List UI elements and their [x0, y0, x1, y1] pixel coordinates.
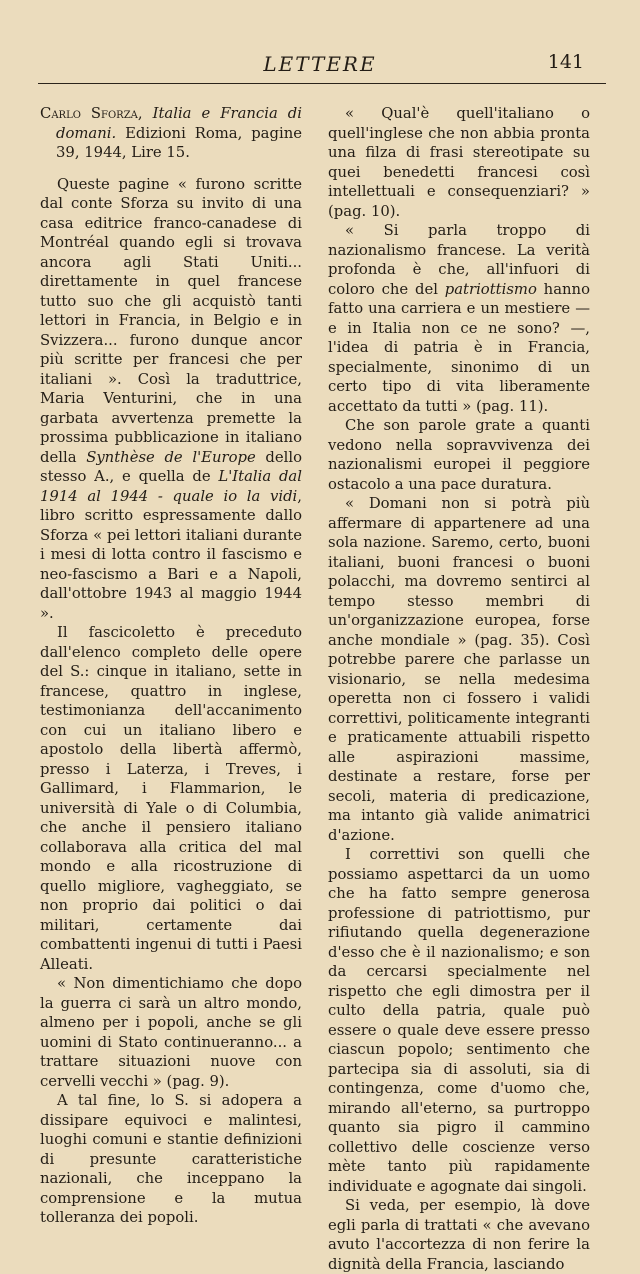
- left-p1-text-a: Queste pagine « furono scritte dal conte Sforza su invito di una casa editrice franco-canadese di Montréal quando egli si trovava ancora agli Stati Uniti... direttamente in quel francese tutto suo che gli acquistò tanti lettori in Francia, in Belgio e in Svizzera... furono dunque ancor più scritte per francesi che per italiani ». Così la traduttrice, Maria Venturini, che in una garbata avvertenza premette la prossima pubblicazione in italiano della: [40, 175, 302, 466]
- review-heading: Carlo Sforza, Italia e Francia di domani. Edizioni Roma, pagine 39, 1944, Lire 15.: [40, 105, 302, 161]
- right-p2-text-a: « Si parla troppo di nazionalismo francese. La verità profonda è che, all'infuori di coloro che del: [328, 222, 590, 298]
- right-paragraph-3: Che son parole grate a quanti vedono nella sopravvivenza dei nazionalismi europei il peggiore ostacolo a una pace duratura.: [328, 417, 590, 493]
- left-paragraph-3: « Non dimentichiamo che dopo la guerra ci sarà un altro mondo, almeno per i popoli, anche se gli uomini di Stato continueranno... a trattare situazioni nuove con cervelli vecchi » (pag. 9).: [40, 975, 302, 1090]
- left-p1-text-c: , libro scritto espressamente dallo Sforza « pei lettori italiani durante i mesi di lotta contro il fascismo e neo-fascismo a Bari e a Napoli, dall'ottobre 1943 al maggio 1944 ».: [40, 487, 302, 622]
- left-paragraph-2: Il fascicoletto è preceduto dall'elenco completo delle opere del S.: cinque in italiano, sette in francese, quattro in inglese, testimonianza dell'accanimento con cui un italiano libero e apostolo della libertà affermò, presso i Laterza, i Treves, i Gallimard, i Flammarion, le università di Yale o di Columbia, che anche il pensiero italiano collaborava alla critica del mal mondo e alla ricostruzione di quello migliore, vagheggiato, se non proprio dai politici o dai militari, certamente dai combattenti ingenui di tutti i Paesi Alleati.: [40, 624, 302, 973]
- left-p1-italic-synthese: Synthèse de l'Europe: [86, 448, 256, 466]
- left-p1-text-b: dello stesso A., e quella de: [40, 448, 302, 485]
- right-paragraph-4: « Domani non si potrà più affermare di appartenere ad una sola nazione. Saremo, certo, buoni italiani, buoni francesi o buoni polacchi, ma dovremo sentirci al tempo stesso membri di un'organizzazione europea, forse anche mondiale » (pag. 35). Così potrebbe parere che parlasse un visionario, se nella medesima operetta non ci fossero i validi correttivi, politicamente integranti e praticamente attuabili rispetto alle aspirazioni massime, destinate a restare, forse per secoli, materia di predicazione, ma intanto già valide animatrici d'azione.: [328, 495, 590, 844]
- left-paragraph-4: A tal fine, lo S. si adopera a dissipare equivoci e malintesi, luoghi comuni e stantie definizioni di presunte caratteristiche nazionali, che inceppano la comprensione e la mutua tolleranza dei popoli.: [40, 1092, 302, 1226]
- right-paragraph-6: Si veda, per esempio, là dove egli parla di trattati « che avevano avuto l'accortezza di non ferire la dignità della Francia, lasciando: [328, 1197, 590, 1273]
- review-book-title: Italia e Francia di domani.: [56, 105, 302, 142]
- right-paragraph-5: I correttivi son quelli che possiamo aspettarci da un uomo che ha fatto sempre generosa professione di patriottismo, pur rifiutando quella degenerazione d'esso che è il nazionalismo; e son da cercarsi specialmente nel rispetto che egli dimostra per il culto della patria, quale può essere o quale deve essere presso ciascun popolo; sentimento che partecipa sia di assoluti, sia di contingenza, come d'uomo che, mirando all'eterno, sa purtroppo quanto sia pigro il cammino collettivo delle coscienze verso mète tanto più rapidamente individuate e agognate dai singoli.: [328, 846, 590, 1195]
- review-author: Carlo Sforza: [40, 105, 138, 122]
- right-paragraph-2: [328, 221, 590, 416]
- running-header-title: LETTERE: [263, 52, 377, 76]
- right-p2-italic-patriottismo: patriottismo: [444, 280, 537, 298]
- right-column: [328, 104, 590, 1274]
- header-rule: [38, 83, 606, 84]
- review-publication: Edizioni Roma, pagine 39, 1944, Lire 15.: [56, 124, 302, 161]
- page-number: 141: [547, 51, 584, 73]
- right-p2-text-b: hanno fatto una carriera e un mestiere — e in Italia non ce ne sono? —, l'idea di patria è in Francia, specialmente, sinonimo di un certo tipo di vita liberamente accettato da tutti » (pag. 11).: [328, 280, 590, 415]
- left-column: [40, 104, 302, 1228]
- left-p1-italic-italia: L'Italia dal 1914 al 1944 - quale io la vidi: [40, 468, 302, 505]
- left-paragraph-1: [40, 175, 302, 624]
- right-paragraph-1: « Qual'è quell'italiano o quell'inglese che non abbia pronta una filza di frasi stereotipate su quei benedetti francesi così intellettuali e consequenziari? » (pag. 10).: [328, 105, 590, 220]
